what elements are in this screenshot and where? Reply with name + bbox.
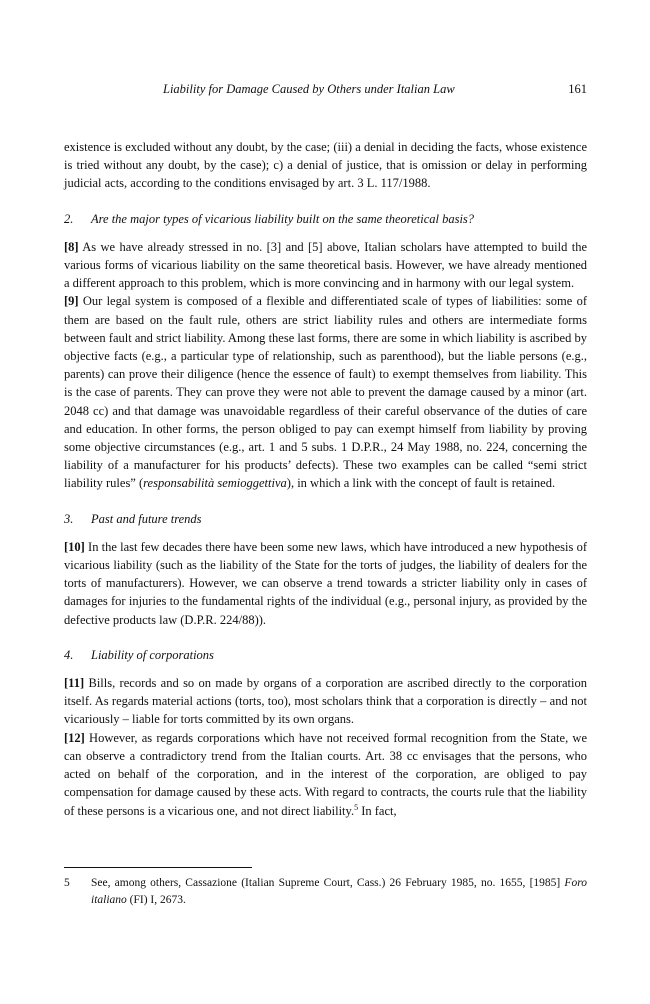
section-number: 4. — [64, 647, 74, 662]
section-heading-3 — [64, 510, 587, 528]
footnote — [64, 875, 587, 908]
paragraph-8 — [64, 238, 587, 293]
page-number: 161 — [568, 82, 587, 96]
intro-paragraph: existence is excluded without any doubt, by the case; (iii) a denial in deciding the facts, whose existence is tried without any doubt, by the case); c) a denial of justice, that is omission or delay in performing judicial acts, according to the conditions envisaged by art. 3 L. 117/1988. — [64, 140, 587, 191]
section-heading-2 — [64, 210, 587, 228]
section-heading-4 — [64, 646, 587, 664]
running-title: Liability for Damage Caused by Others under Italian Law — [163, 82, 455, 96]
footnote-number: 5 — [64, 877, 70, 889]
paragraph-12 — [64, 729, 587, 820]
footnote-reference[interactable]: 5 — [354, 802, 359, 812]
section-title: Liability of corporations — [91, 647, 214, 662]
paragraph-text: However, as regards corporations which have not received formal recognition from the State, we can observe a contradictory trend from the Italian courts. Art. 38 cc envisages that the persons, who acted on behalf of the corporation, and in the interest of the corporation, are obliged to pay compensation for damage caused by these acts. With regard to contracts, the courts rule that the liability of these persons is a vicarious one, and not direct liability. — [64, 730, 587, 818]
paragraph-number: [11] — [64, 676, 85, 691]
footnote-italic: Foro italiano — [91, 877, 587, 906]
paragraph-11 — [64, 674, 587, 729]
paragraph-text: In the last few decades there have been some new laws, which have introduced a new hypothesis of vicarious liability (such as the liability of the State for the torts of judges, the liability of dealers for the torts of manufacturers). However, we can observe a trend towards a stricter liability only in cases of damages for injuries to the fundamental rights of the individual (e.g., personal injury, as provided by the defective products law (D.P.R. 224/88)). — [64, 539, 587, 627]
document-page — [64, 0, 587, 1004]
section-number: 2. — [64, 211, 74, 226]
paragraph-number: [12] — [64, 730, 85, 745]
footnote-body: See, among others, Cassazione (Italian Supreme Court, Cass.) 26 February 1985, no. 1655, [1985] — [91, 877, 565, 889]
footnote-divider — [64, 867, 252, 868]
paragraph-number: [10] — [64, 539, 85, 554]
paragraph-number: [9] — [64, 294, 79, 309]
section-title: Past and future trends — [91, 511, 202, 526]
paragraph-tail: In fact, — [358, 803, 397, 818]
body-text — [64, 138, 587, 820]
footnote-tail: (FI) I, 2673. — [126, 893, 186, 906]
footnote-text — [91, 875, 587, 908]
section-number: 3. — [64, 511, 74, 526]
paragraph-tail: ), in which a link with the concept of fault is retained. — [286, 476, 556, 491]
section-title: Are the major types of vicarious liability built on the same theoretical basis? — [91, 211, 475, 226]
paragraph-text: Our legal system is composed of a flexible and differentiated scale of types of liabilities: some of them are based on the fault rule, others are strict liability rules and others are intermediate forms between fault and strict liability. Among these last forms, there are some in which liability is ascribed by objective facts (e.g., a particular type of relationship, such as parenthood), but the liable persons (e.g., parents) can prove their diligence (hence the essence of fault) to exempt themselves from liability. This is the case of parents. They can prove they were not able to prevent the damage caused by a minor (art. 2048 cc) and that damage was unavoidable regardless of their careful observance of the duties of care and education. In other forms, the person obliged to pay can exempt himself from liability by proving some objective circumstances (e.g., art. 1 and 5 subs. 1 D.P.R., 24 May 1988, no. 224, concerning the liability of a manufacturer for his products’ defects). These two examples can be called “semi strict liability rules” ( — [64, 294, 587, 491]
italic-term: responsabilità semioggettiva — [143, 476, 287, 491]
paragraph-text: As we have already stressed in no. [3] and [5] above, Italian scholars have attempted to build the various forms of vicarious liability on the same theoretical basis. However, we have already mentioned a different approach to this problem, which is more convincing and in harmony with our legal system. — [64, 239, 587, 291]
paragraph-text: Bills, records and so on made by organs of a corporation are ascribed directly to the corporation itself. As regards material actions (torts, too), most scholars think that a corporation is directly – and not vicariously – liable for torts committed by its own organs. — [64, 676, 587, 727]
paragraph-number: [8] — [64, 239, 79, 254]
paragraph-10 — [64, 538, 587, 629]
running-header — [64, 82, 587, 102]
paragraph-9 — [64, 292, 587, 492]
